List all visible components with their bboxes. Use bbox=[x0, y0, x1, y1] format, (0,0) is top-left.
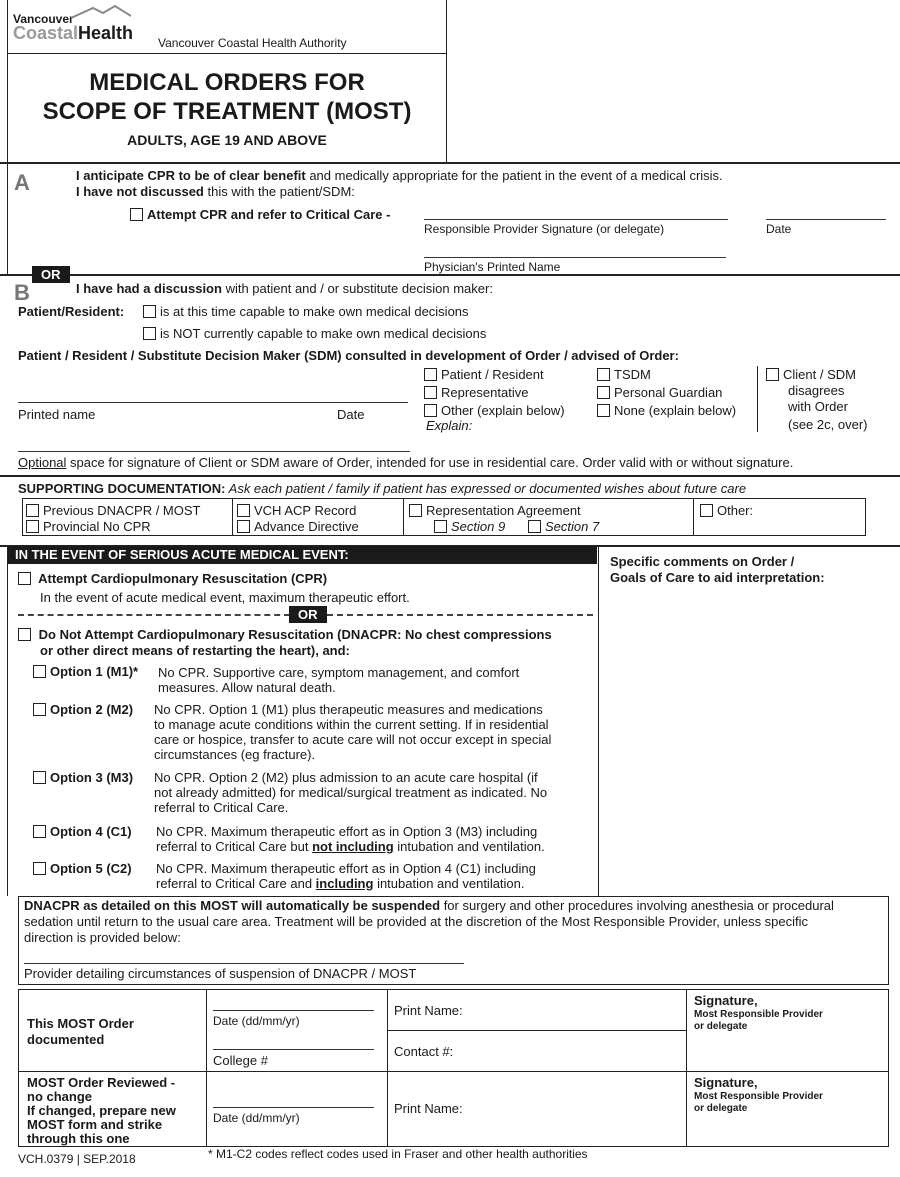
personal-guardian-checkbox[interactable] bbox=[597, 386, 610, 399]
attempt-cpr-refer-checkbox[interactable] bbox=[130, 208, 143, 221]
reviewed-date-label: Date (dd/mm/yr) bbox=[213, 1111, 300, 1125]
college-line[interactable] bbox=[213, 1049, 374, 1050]
physician-name-line[interactable] bbox=[424, 257, 726, 258]
reviewed-line3: If changed, prepare new bbox=[27, 1103, 176, 1118]
reviewed-line5: through this one bbox=[27, 1131, 130, 1146]
rep-agreement-checkbox[interactable] bbox=[409, 504, 422, 517]
documented-date-line[interactable] bbox=[213, 1010, 374, 1011]
disagrees-text: disagrees bbox=[788, 383, 845, 398]
tsdm-checkbox[interactable] bbox=[597, 368, 610, 381]
patient-resident-checkbox[interactable] bbox=[424, 368, 437, 381]
opt-personal-guardian[interactable]: Personal Guardian bbox=[597, 385, 722, 400]
attempt-cpr-desc: In the event of acute medical event, maximum therapeutic effort. bbox=[40, 590, 410, 605]
suspension-provider-line[interactable] bbox=[24, 963, 464, 964]
other-doc-option[interactable]: Other: bbox=[700, 503, 753, 518]
option-5[interactable]: Option 5 (C2) bbox=[33, 861, 132, 876]
contact-label: Contact #: bbox=[394, 1044, 454, 1059]
opt-none[interactable]: None (explain below) bbox=[597, 403, 736, 418]
section7-checkbox[interactable] bbox=[528, 520, 541, 533]
option-1-desc: No CPR. Supportive care, symptom management, and comfort measures. Allow natural death. bbox=[158, 665, 520, 695]
prev-dnacpr-checkbox[interactable] bbox=[26, 504, 39, 517]
opt-other[interactable]: Other (explain below) bbox=[424, 403, 565, 418]
section-b-heading: I have had a discussion with patient and / or substitute decision maker: bbox=[76, 281, 493, 296]
form-title-line2: SCOPE OF TREATMENT (MOST) bbox=[42, 98, 412, 125]
explain-label: Explain: bbox=[426, 418, 473, 433]
option-5-desc: No CPR. Maximum therapeutic effort as in Option 4 (C1) including referral to Critical Care and including intubation and ventilation. bbox=[156, 861, 536, 891]
reviewed-line4: MOST form and strike bbox=[27, 1117, 163, 1132]
optional-signature-note: Optional space for signature of Client or SDM aware of Order, intended for use in residential care. Order valid with or without signature. bbox=[18, 455, 794, 470]
date-line[interactable] bbox=[766, 219, 886, 220]
comments-heading-1: Specific comments on Order / bbox=[610, 554, 795, 569]
prov-no-cpr-option[interactable]: Provincial No CPR bbox=[26, 519, 151, 534]
option-4-checkbox[interactable] bbox=[33, 825, 46, 838]
suspension-line1: DNACPR as detailed on this MOST will automatically be suspended for surgery and other procedures involving anesthesia or procedural bbox=[24, 898, 834, 913]
client-disagrees-checkbox[interactable] bbox=[766, 368, 779, 381]
dnacpr-option[interactable]: Do Not Attempt Cardiopulmonary Resuscitation (DNACPR: No chest compressions bbox=[18, 627, 552, 642]
option-1[interactable]: Option 1 (M1)* bbox=[33, 664, 138, 679]
dnacpr-checkbox[interactable] bbox=[18, 628, 31, 641]
prov-no-cpr-checkbox[interactable] bbox=[26, 520, 39, 533]
option-5-checkbox[interactable] bbox=[33, 862, 46, 875]
see-2c-text: (see 2c, over) bbox=[788, 417, 868, 432]
documented-date-label: Date (dd/mm/yr) bbox=[213, 1014, 300, 1028]
none-checkbox[interactable] bbox=[597, 404, 610, 417]
representative-checkbox[interactable] bbox=[424, 386, 437, 399]
attempt-cpr-option[interactable]: Attempt Cardiopulmonary Resuscitation (CPR) bbox=[18, 571, 327, 586]
section9-checkbox[interactable] bbox=[434, 520, 447, 533]
section9-option[interactable]: Section 9 bbox=[434, 519, 505, 534]
opt-representative[interactable]: Representative bbox=[424, 385, 528, 400]
signature-sub1: Most Responsible Provider bbox=[694, 1009, 823, 1020]
reviewed-date-line[interactable] bbox=[213, 1107, 374, 1108]
client-signature-line[interactable] bbox=[18, 451, 410, 452]
signature-sub2: or delegate bbox=[694, 1021, 748, 1032]
not-capable-option[interactable]: is NOT currently capable to make own medical decisions bbox=[143, 326, 486, 341]
adv-directive-option[interactable]: Advance Directive bbox=[237, 519, 359, 534]
section7-option[interactable]: Section 7 bbox=[528, 519, 599, 534]
provider-signature-label: Responsible Provider Signature (or delegate) bbox=[424, 222, 665, 236]
form-title-line1: MEDICAL ORDERS FOR bbox=[89, 69, 365, 96]
prev-dnacpr-option[interactable]: Previous DNACPR / MOST bbox=[26, 503, 200, 518]
reviewed-signature-sub1: Most Responsible Provider bbox=[694, 1091, 823, 1102]
opt-patient-resident[interactable]: Patient / Resident bbox=[424, 367, 544, 382]
logo-text-coastal: Coastal bbox=[13, 23, 79, 43]
signature-label: Signature, bbox=[694, 993, 758, 1008]
vch-logo bbox=[13, 12, 134, 43]
documented-line2: documented bbox=[27, 1032, 105, 1047]
option-3-checkbox[interactable] bbox=[33, 771, 46, 784]
with-order-text: with Order bbox=[788, 399, 848, 414]
logo-text-health: Health bbox=[78, 23, 134, 43]
form-code: VCH.0379 | SEP.2018 bbox=[18, 1152, 136, 1166]
suspension-line3: direction is provided below: bbox=[24, 930, 181, 945]
authority-name: Vancouver Coastal Health Authority bbox=[158, 36, 347, 50]
comments-heading-2: Goals of Care to aid interpretation: bbox=[610, 570, 825, 585]
or-tab-cpr: OR bbox=[289, 606, 327, 623]
opt-tsdm[interactable]: TSDM bbox=[597, 367, 651, 382]
option-1-checkbox[interactable] bbox=[33, 665, 46, 678]
option-3-desc: No CPR. Option 2 (M2) plus admission to an acute care hospital (if not already admitted) for medical/surgical treatment as indicated. No referral to Critical Care. bbox=[154, 770, 548, 815]
capable-option[interactable]: is at this time capable to make own medical decisions bbox=[143, 304, 469, 319]
logo-text-vancouver: Vancouver bbox=[13, 12, 74, 26]
reviewed-line2: no change bbox=[27, 1089, 93, 1104]
client-disagrees-option[interactable]: Client / SDM bbox=[766, 367, 856, 382]
patient-resident-label: Patient/Resident: bbox=[18, 304, 125, 319]
section-letter-a: A bbox=[14, 170, 30, 195]
event-bar: IN THE EVENT OF SERIOUS ACUTE MEDICAL EVENT: bbox=[7, 546, 597, 564]
form-subtitle: ADULTS, AGE 19 AND ABOVE bbox=[127, 132, 327, 148]
capable-checkbox[interactable] bbox=[143, 305, 156, 318]
adv-directive-checkbox[interactable] bbox=[237, 520, 250, 533]
attempt-cpr-checkbox[interactable] bbox=[18, 572, 31, 585]
vch-acp-option[interactable]: VCH ACP Record bbox=[237, 503, 356, 518]
physician-name-label: Physician's Printed Name bbox=[424, 260, 561, 274]
footnote: * M1-C2 codes reflect codes used in Fraser and other health authorities bbox=[208, 1147, 588, 1161]
supporting-heading: SUPPORTING DOCUMENTATION: Ask each patient / family if patient has expressed or documented wishes about future care bbox=[18, 481, 747, 496]
printed-name-line[interactable] bbox=[18, 402, 408, 403]
reviewed-signature-sub2: or delegate bbox=[694, 1103, 748, 1114]
provider-signature-line[interactable] bbox=[424, 219, 728, 220]
section-letter-b: B bbox=[14, 280, 30, 305]
documented-line1: This MOST Order bbox=[27, 1016, 134, 1031]
or-tab-a-b: OR bbox=[32, 266, 70, 283]
print-name-label: Print Name: bbox=[394, 1003, 463, 1018]
printed-name-label: Printed name bbox=[18, 407, 96, 422]
rep-agreement-option[interactable]: Representation Agreement bbox=[409, 503, 581, 518]
dnacpr-title-2: or other direct means of restarting the heart), and: bbox=[40, 643, 350, 658]
college-label: College # bbox=[213, 1053, 268, 1068]
reviewed-signature-label: Signature, bbox=[694, 1075, 758, 1090]
option-2[interactable]: Option 2 (M2) bbox=[33, 702, 133, 717]
attempt-cpr-refer-option[interactable]: Attempt CPR and refer to Critical Care - bbox=[130, 207, 390, 222]
consulted-heading: Patient / Resident / Substitute Decision Maker (SDM) consulted in development of Order / advised of Order: bbox=[18, 348, 679, 363]
vch-acp-checkbox[interactable] bbox=[237, 504, 250, 517]
date-label: Date bbox=[766, 222, 792, 236]
option-4[interactable]: Option 4 (C1) bbox=[33, 824, 132, 839]
section-a-line2: I have not discussed this with the patient/SDM: bbox=[76, 184, 355, 199]
mountain-logo-icon bbox=[71, 4, 131, 20]
reviewed-line1: MOST Order Reviewed - bbox=[27, 1075, 176, 1090]
reviewed-print-name-label: Print Name: bbox=[394, 1101, 463, 1116]
option-2-checkbox[interactable] bbox=[33, 703, 46, 716]
not-capable-checkbox[interactable] bbox=[143, 327, 156, 340]
other-checkbox[interactable] bbox=[424, 404, 437, 417]
suspension-provider-label: Provider detailing circumstances of suspension of DNACPR / MOST bbox=[24, 966, 417, 981]
other-doc-checkbox[interactable] bbox=[700, 504, 713, 517]
section-a-line1: I anticipate CPR to be of clear benefit and medically appropriate for the patient in the event of a medical crisis. bbox=[76, 168, 723, 183]
printed-name-date-label: Date bbox=[337, 407, 365, 422]
suspension-line2: sedation until return to the usual care area. Treatment will be provided at the discretion of the Most Responsible Provider, unless specific bbox=[24, 914, 809, 929]
option-4-desc: No CPR. Maximum therapeutic effort as in Option 3 (M3) including referral to Critical Care but not including intubation and ventilation. bbox=[156, 824, 545, 854]
option-3[interactable]: Option 3 (M3) bbox=[33, 770, 133, 785]
option-2-desc: No CPR. Option 1 (M1) plus therapeutic measures and medications to manage acute conditions within the current setting. If in residential care or hospice, transfer to acute care will not occur except in special circumstances (eg fracture). bbox=[154, 702, 552, 762]
